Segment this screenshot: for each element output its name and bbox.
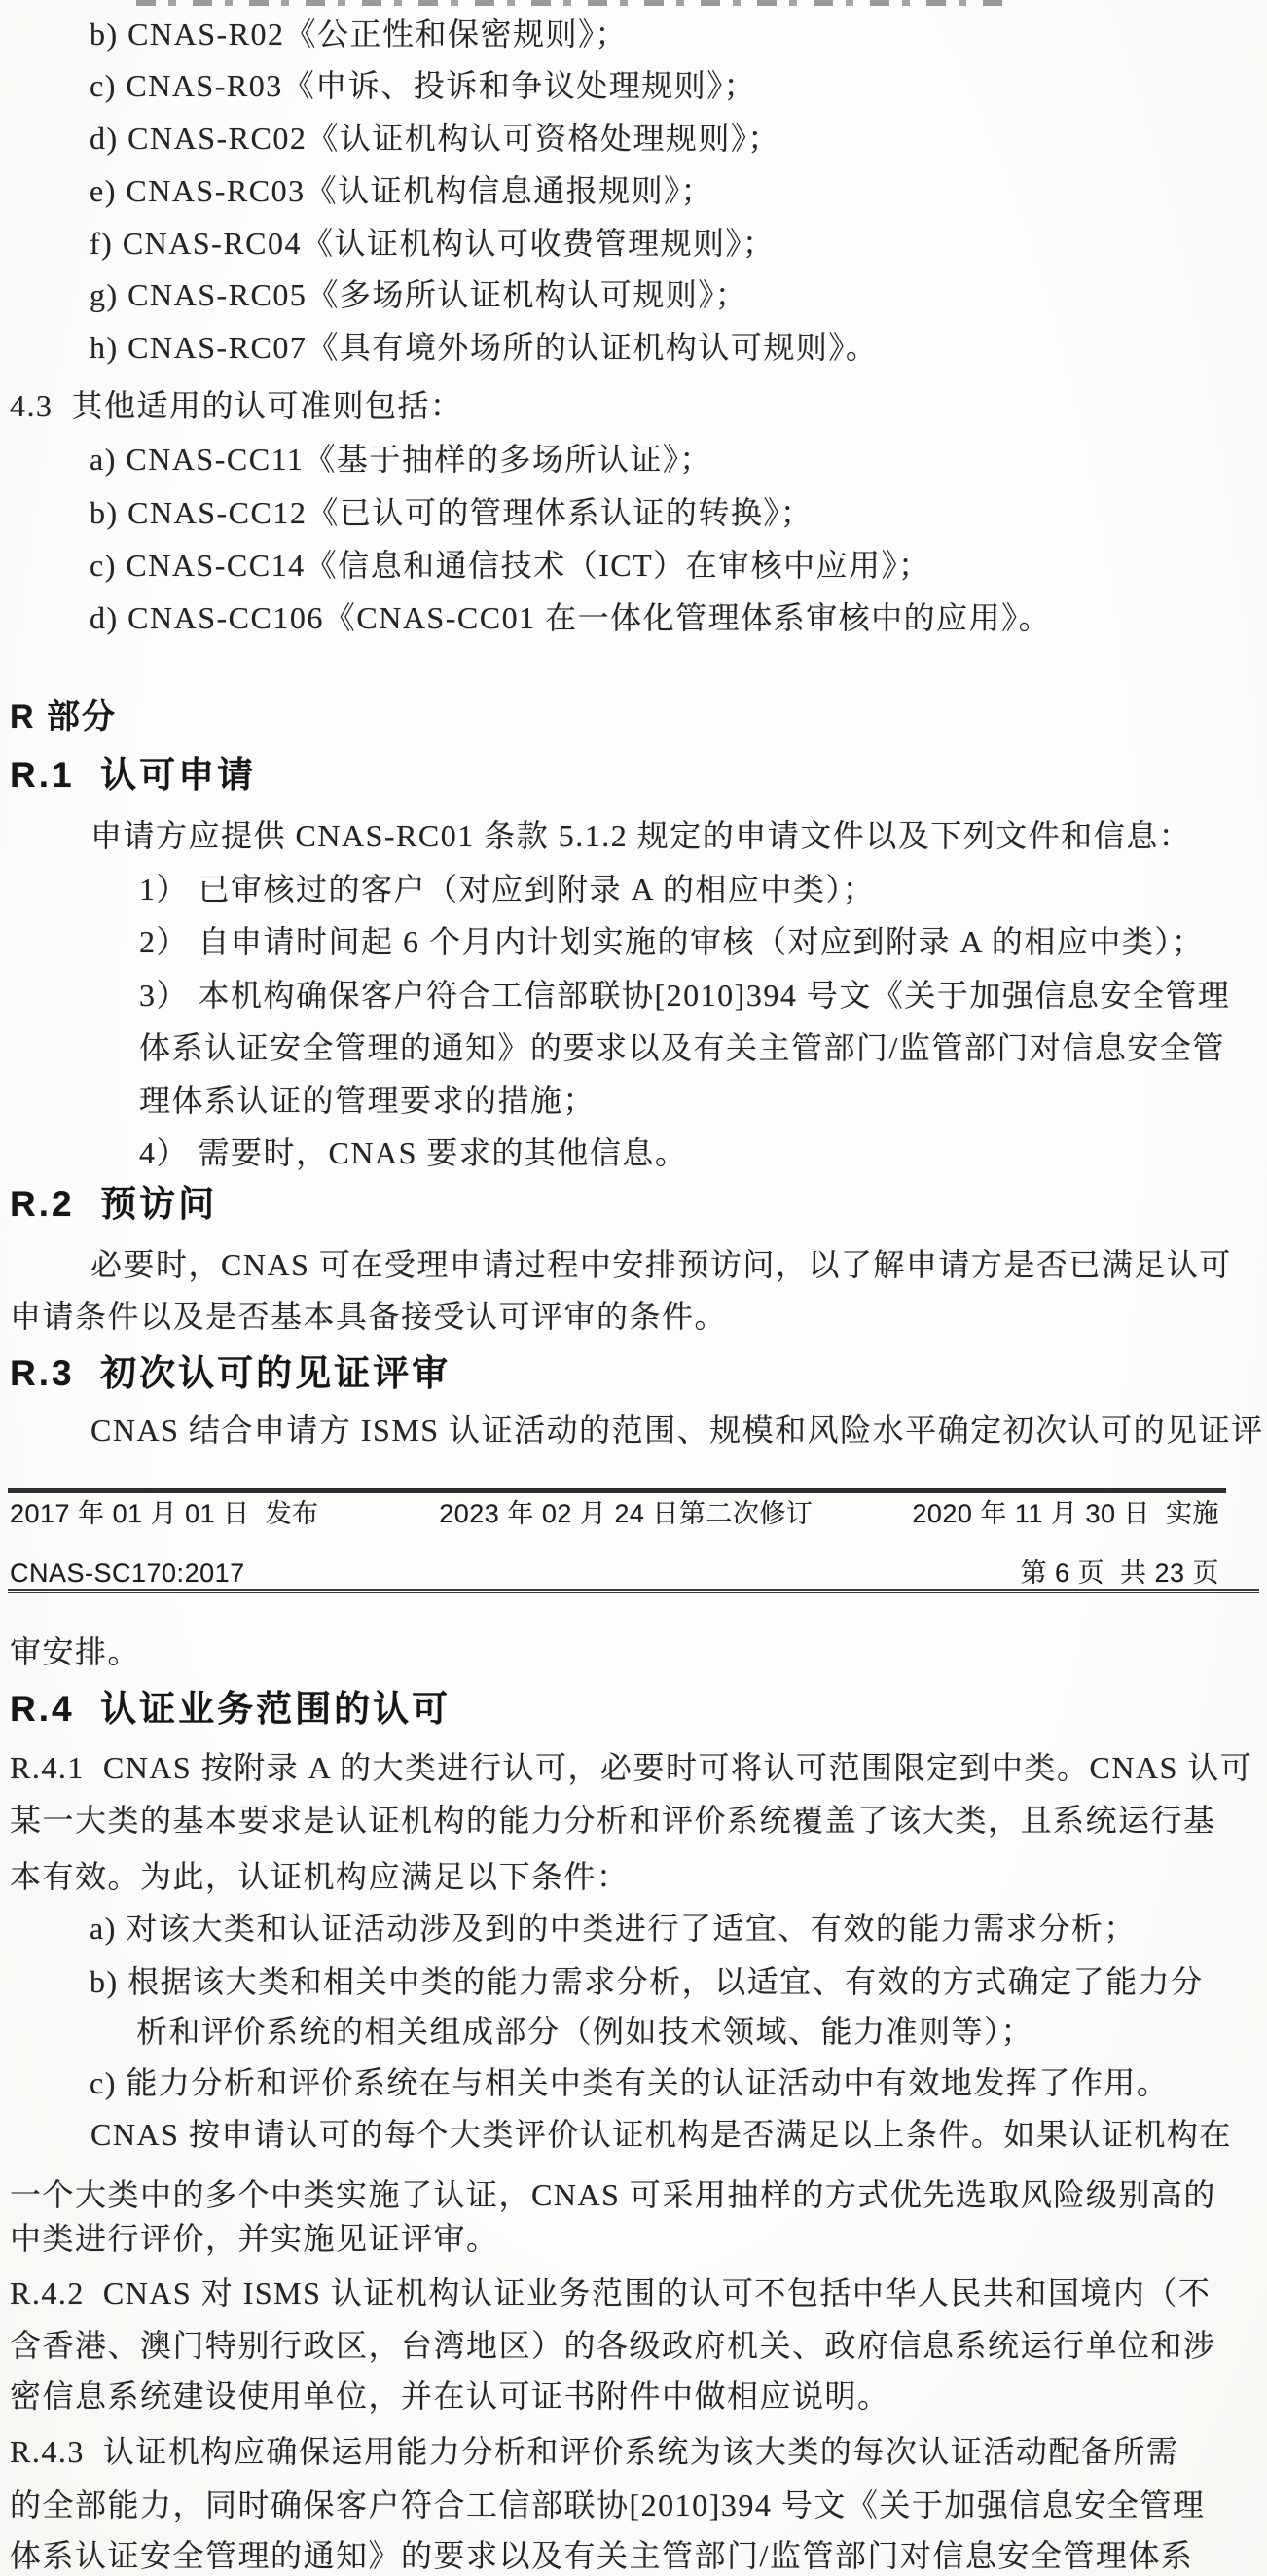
r4-2-line3: 密信息系统建设使用单位，并在认可证书附件中做相应说明。 xyxy=(10,2379,890,2414)
r4-1-line2: 某一大类的基本要求是认证机构的能力分析和评价系统覆盖了该大类，且系统运行基 xyxy=(10,1803,1216,1838)
heading-r2: R.2 预访问 xyxy=(10,1184,218,1224)
r1-item-2: 2） 自申请时间起 6 个月内计划实施的审核（对应到附录 A 的相应中类）； xyxy=(139,924,1205,959)
r2-para-line1: 必要时，CNAS 可在受理申请过程中安排预访问，以了解申请方是否已满足认可 xyxy=(90,1247,1232,1282)
r3-para-line1: CNAS 结合申请方 ISMS 认证活动的范围、规模和风险水平确定初次认可的见证评 xyxy=(90,1413,1264,1448)
list-item-cnas-rc04: f) CNAS-RC04《认证机构认可收费管理规则》； xyxy=(90,226,776,261)
r4-1-item-c: c) 能力分析和评价系统在与相关中类有关的认证活动中有效地发挥了作用。 xyxy=(90,2065,1170,2100)
list-item-cnas-rc03: e) CNAS-RC03《认证机构信息通报规则》； xyxy=(90,173,714,208)
r2-para-line2: 申请条件以及是否基本具备接受认可评审的条件。 xyxy=(10,1299,728,1334)
r4-1-line3: 本有效。为此，认证机构应满足以下条件： xyxy=(10,1859,630,1894)
r4-1-para2-line2: 一个大类中的多个中类实施了认证，CNAS 可采用抽样的方式优先选取风险级别高的 xyxy=(10,2177,1216,2212)
header-page-number: 第 6 页 共 23 页 xyxy=(1020,1558,1219,1588)
r1-item-1: 1） 已审核过的客户（对应到附录 A 的相应中类）； xyxy=(139,872,876,907)
clipped-line-fragment xyxy=(136,0,1002,6)
r1-intro-line: 申请方应提供 CNAS-RC01 条款 5.1.2 规定的申请文件以及下列文件和信息： xyxy=(90,818,1192,853)
list-item-cnas-cc106: d) CNAS-CC106《CNAS-CC01 在一体化管理体系审核中的应用》。 xyxy=(90,600,1052,635)
r1-item-3-line2: 体系认证安全管理的通知》的要求以及有关主管部门/监管部门对信息安全管 xyxy=(139,1030,1225,1065)
r4-2-line2: 含香港、澳门特别行政区，台湾地区）的各级政府机关、政府信息系统运行单位和涉 xyxy=(10,2328,1216,2363)
header-doc-number: CNAS-SC170:2017 xyxy=(10,1558,245,1588)
footer-rule xyxy=(8,1488,1226,1493)
r1-item-3-line3: 理体系认证的管理要求的措施； xyxy=(139,1083,597,1118)
r4-3-line2: 的全部能力，同时确保客户符合工信部联协[2010]394 号文《关于加强信息安全管理 xyxy=(10,2487,1206,2522)
list-item-cnas-r03: c) CNAS-R03《申诉、投诉和争议处理规则》； xyxy=(90,68,757,103)
r4-1-para2-line1: CNAS 按申请认可的每个大类评价认证机构是否满足以上条件。如果认证机构在 xyxy=(90,2117,1232,2152)
clause-4-3-heading: 4.3 其他适用的认可准则包括： xyxy=(10,388,463,423)
r4-1-line1: R.4.1 CNAS 按附录 A 的大类进行认可，必要时可将认可范围限定到中类。CNAS 认可 xyxy=(10,1750,1253,1785)
list-item-cnas-r02: b) CNAS-R02《公正性和保密规则》； xyxy=(90,17,629,52)
r4-1-item-b-line2: 析和评价系统的相关组成部分（例如技术领域、能力准则等）； xyxy=(136,2014,1034,2049)
footer-revision-date: 2023 年 02 月 24 日第二次修订 xyxy=(439,1499,814,1528)
r4-3-line3: 体系认证安全管理的通知》的要求以及有关主管部门/监管部门对信息安全管理体系 xyxy=(10,2538,1194,2573)
r1-item-3-line1: 3） 本机构确保客户符合工信部联协[2010]394 号文《关于加强信息安全管理 xyxy=(139,978,1231,1013)
list-item-cnas-rc05: g) CNAS-RC05《多场所认证机构认可规则》； xyxy=(90,277,748,312)
r4-3-line1: R.4.3 认证机构应确保运用能力分析和评价系统为该大类的每次认证活动配备所需 xyxy=(10,2434,1179,2469)
header-rule xyxy=(8,1589,1259,1593)
heading-r3: R.3 初次认可的见证评审 xyxy=(10,1353,452,1393)
r3-para-line2: 审安排。 xyxy=(10,1634,141,1669)
heading-r-part: R 部分 xyxy=(10,698,117,735)
r4-1-item-a: a) 对该大类和认证活动涉及到的中类进行了适宜、有效的能力需求分析； xyxy=(90,1911,1137,1946)
list-item-cnas-cc14: c) CNAS-CC14《信息和通信技术（ICT）在审核中应用》； xyxy=(90,548,931,583)
footer-publish-date: 2017 年 01 月 01 日 发布 xyxy=(10,1499,319,1528)
list-item-cnas-cc12: b) CNAS-CC12《已认可的管理体系认证的转换》； xyxy=(90,495,814,530)
list-item-cnas-rc07: h) CNAS-RC07《具有境外场所的认证机构认可规则》。 xyxy=(90,330,879,365)
list-item-cnas-rc02: d) CNAS-RC02《认证机构认可资格处理规则》； xyxy=(90,121,780,156)
r1-item-4: 4） 需要时，CNAS 要求的其他信息。 xyxy=(139,1135,688,1170)
r4-1-para2-line3: 中类进行评价，并实施见证评审。 xyxy=(10,2221,499,2256)
r4-1-item-b-line1: b) 根据该大类和相关中类的能力需求分析，以适宜、有效的方式确定了能力分 xyxy=(90,1964,1204,1999)
heading-r1: R.1 认可申请 xyxy=(10,755,257,795)
list-item-cnas-cc11: a) CNAS-CC11《基于抽样的多场所认证》； xyxy=(90,442,712,477)
heading-r4: R.4 认证业务范围的认可 xyxy=(10,1689,452,1729)
r4-2-line1: R.4.2 CNAS 对 ISMS 认证机构认证业务范围的认可不包括中华人民共和国境内（不 xyxy=(10,2275,1212,2310)
footer-implement-date: 2020 年 11 月 30 日 实施 xyxy=(912,1499,1219,1528)
